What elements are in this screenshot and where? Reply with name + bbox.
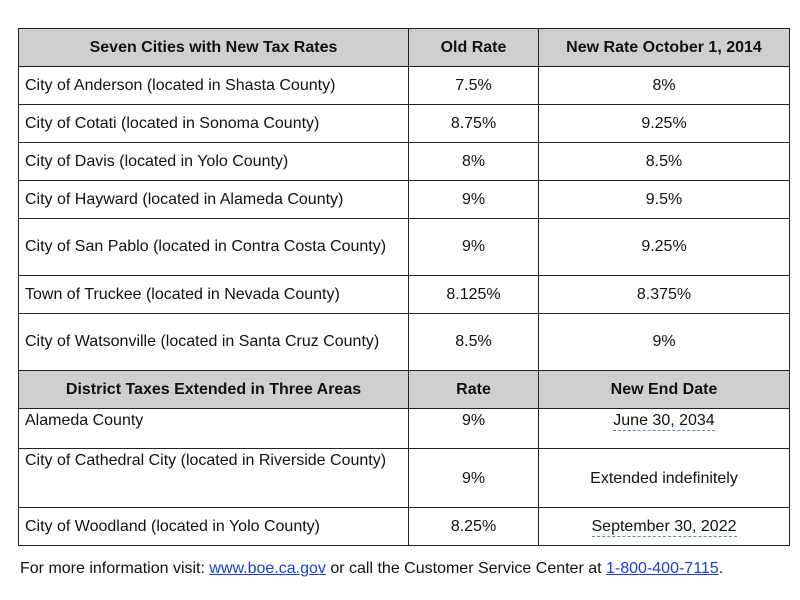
city-name: City of Hayward (located in Alameda County) [19,181,409,219]
table-row [19,219,790,276]
district-name: Alameda County [19,409,409,449]
footer-prefix: For more information visit: [20,560,210,577]
column-header-new-rate: New Rate October 1, 2014 [539,29,790,67]
table-row [19,449,790,508]
old-rate: 8% [409,143,539,181]
new-rate: 8.5% [539,143,790,181]
old-rate: 7.5% [409,67,539,105]
footer-suffix: . [718,560,724,577]
table-row [19,181,790,219]
new-end-date [539,409,790,449]
tax-rates-table [18,28,790,546]
city-name: City of San Pablo (located in Contra Costa County) [19,219,409,276]
table-row [19,409,790,449]
district-rate: 9% [409,409,539,449]
new-rate: 8% [539,67,790,105]
website-link[interactable]: www.boe.ca.gov [209,560,326,577]
section2-header-row [19,371,790,409]
new-rate: 8.375% [539,276,790,314]
district-name: City of Woodland (located in Yolo County) [19,508,409,546]
old-rate: 8.75% [409,105,539,143]
table-row [19,105,790,143]
footer-info [20,560,723,578]
new-rate: 9% [539,314,790,371]
old-rate: 8.125% [409,276,539,314]
district-name: City of Cathedral City (located in Riverside County) [19,449,409,508]
district-rate: 8.25% [409,508,539,546]
column-header-cities: Seven Cities with New Tax Rates [19,29,409,67]
new-rate: 9.25% [539,219,790,276]
column-header-rate: Rate [409,371,539,409]
table-row [19,67,790,105]
city-name: City of Davis (located in Yolo County) [19,143,409,181]
city-name: City of Anderson (located in Shasta County) [19,67,409,105]
phone-link[interactable]: 1-800-400-7115 [606,560,719,577]
column-header-district-taxes: District Taxes Extended in Three Areas [19,371,409,409]
old-rate: 9% [409,219,539,276]
new-rate: 9.25% [539,105,790,143]
old-rate: 9% [409,181,539,219]
column-header-new-end-date: New End Date [539,371,790,409]
footer-middle: or call the Customer Service Center at [325,560,607,577]
city-name: City of Watsonville (located in Santa Cruz County) [19,314,409,371]
table-row [19,276,790,314]
new-rate: 9.5% [539,181,790,219]
district-rate: 9% [409,449,539,508]
city-name: Town of Truckee (located in Nevada County) [19,276,409,314]
city-name: City of Cotati (located in Sonoma County) [19,105,409,143]
table-row [19,314,790,371]
end-date-text: September 30, 2022 [591,517,737,535]
table-row [19,143,790,181]
old-rate: 8.5% [409,314,539,371]
table-row [19,508,790,546]
new-end-date: Extended indefinitely [539,449,790,508]
end-date-text: June 30, 2034 [613,412,715,429]
new-end-date [539,508,790,546]
section1-header-row [19,29,790,67]
column-header-old-rate: Old Rate [409,29,539,67]
